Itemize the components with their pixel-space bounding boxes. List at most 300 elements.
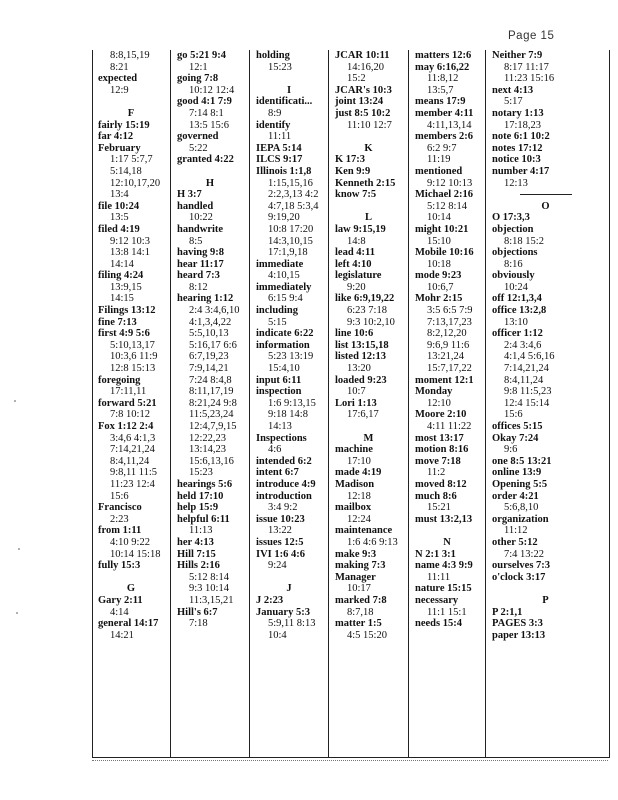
index-entry-continuation: 10:12 12:4 [189,84,235,96]
index-entry-continuation: 1:17 5:7,7 [110,154,153,166]
index-entry: January 5:3 [256,606,310,618]
index-entry-continuation: 8:7,18 [347,606,374,618]
index-entry: identificati... [256,96,313,108]
index-entry-continuation: 11:2 [427,467,446,479]
index-entry: hearing 1:12 [177,293,234,305]
index-entry-continuation: 13:14,23 [189,444,227,456]
index-entry: holding [256,50,290,61]
index-entry: might 10:21 [415,223,469,235]
index-entry-continuation: 8:8,15,19 [110,50,150,61]
index-entry: N 2:1 3:1 [415,548,456,560]
index-entry: Hills 2:16 [177,560,220,572]
index-column [485,50,605,757]
index-entry-continuation: 11:13 [189,525,213,537]
index-entry-continuation: 17:10 [347,455,371,467]
blank-line [335,201,408,213]
blank-line [98,572,170,584]
index-entry: maintenance [335,525,393,537]
index-entry: moment 12:1 [415,374,474,386]
index-entry: moved 8:12 [415,478,467,490]
index-entry-continuation: 5:10,13,17 [110,339,155,351]
index-entry: IEPA 5:14 [256,142,302,154]
index-entry: mentioned [415,165,463,177]
index-entry: legislature [335,270,382,282]
index-entry-continuation: 6:15 9:4 [268,293,303,305]
index-entry: Mohr 2:15 [415,293,463,305]
index-entry-continuation: 15:7,17,22 [427,363,472,375]
section-rule [492,189,605,201]
index-entry: Kenneth 2:15 [335,177,396,189]
index-entry-continuation: 15:6 [504,409,523,421]
index-entry-continuation: 9:19,20 [268,212,300,224]
index-entry: J 2:23 [256,594,284,606]
index-entry: notice 10:3 [492,154,541,166]
index-entry-continuation: 7:13,17,23 [427,316,472,328]
index-entry: list 13:15,18 [335,339,389,351]
index-entry: machine [335,444,373,456]
index-entry: means 17:9 [415,96,466,108]
section-letter: G [126,583,136,595]
index-entry-continuation: 11:5,23,24 [189,409,234,421]
index-entry: including [256,305,299,317]
index-entry-continuation: 14:13 [268,421,292,432]
index-entry-continuation: 7:18 [189,618,208,630]
index-entry: immediate [256,258,304,270]
index-entry-continuation: 7:8 10:12 [110,409,150,421]
index-entry-continuation: 17:18,23 [504,119,542,131]
index-entry-continuation: 11:11 [427,571,451,583]
index-entry: hearings 5:6 [177,478,233,490]
scan-speck [18,548,20,550]
index-entry: note 6:1 10:2 [492,131,550,143]
section-letter: M [363,432,374,444]
index-entry: PAGES 3:3 [492,618,543,630]
index-entry-continuation: 5:16,17 6:6 [189,339,237,351]
index-entry: governed [177,131,219,143]
index-column [249,50,328,757]
blank-line [335,421,408,433]
index-entry-continuation: 17:6,17 [347,409,379,421]
index-entry-continuation: 8:9 [268,107,282,119]
index-entry: may 6:16,22 [415,61,470,73]
index-entry: left 4:10 [335,258,372,270]
index-entry-continuation: 4:7,18 5:3,4 [268,200,319,212]
index-entry-continuation: 9:24 [268,560,287,572]
index-entry-continuation: 13:20 [347,363,371,375]
index-entry: inspection [256,386,302,398]
index-column [408,50,485,757]
index-entry-continuation: 4:6 [268,444,282,456]
index-entry-continuation: 4:10 9:22 [110,536,150,548]
index-entry-continuation: 10:18 [427,258,451,270]
index-entry-continuation: 5:9,11 8:13 [268,618,316,630]
index-entry: K 17:3 [335,154,366,166]
index-entry-continuation: 5:23 13:19 [268,351,314,363]
index-entry-continuation: 9:18 14:8 [268,409,308,421]
index-entry-continuation: 15:6,13,16 [189,455,234,467]
index-entry: move 7:18 [415,455,461,467]
index-entry: Moore 2:10 [415,409,467,421]
index-entry: ILCS 9:17 [256,154,303,166]
index-entry-continuation: 13:5,7 [427,84,454,96]
index-entry-continuation: 5:15 [268,316,287,328]
index-entry-continuation: 15:4,10 [268,363,300,375]
index-entry: O 17:3,3 [492,212,530,224]
index-entry: Madison [335,478,375,490]
index-entry: from 1:11 [98,525,142,537]
index-entry-continuation: 8:5 [189,235,203,247]
index-entry: handled [177,200,214,212]
section-letter: H [205,177,215,189]
index-entry: go 5:21 9:4 [177,50,226,61]
index-entry: organization [492,513,549,525]
index-entry: input 6:11 [256,374,302,386]
index-entry: offices 5:15 [492,421,543,432]
section-letter: F [127,107,135,119]
index-entry: nature 15:15 [415,583,472,595]
index-entry-continuation: 8:16 [504,258,523,270]
index-entry-continuation: 7:24 8:4,8 [189,374,232,386]
index-entry: know 7:5 [335,189,377,201]
blank-line [335,131,408,143]
index-entry-continuation: 11:19 [427,154,451,166]
index-entry-continuation: 17:11,11 [110,386,147,398]
index-entry-continuation: 8:17 11:17 [504,61,549,73]
index-entry-continuation: 14:8 [347,235,366,247]
section-letter: N [443,536,451,548]
index-entry: JCAR's 10:3 [335,84,392,96]
index-entry: immediately [256,281,312,293]
index-entry: needs 15:4 [415,618,462,630]
index-entry-continuation: 2:23 [110,513,129,525]
index-entry-continuation: 10:14 15:18 [110,548,161,560]
index-entry-continuation: 13:22 [268,525,292,537]
index-entry: office 13:2,8 [492,305,547,317]
section-letter: I [286,84,292,96]
index-entry-continuation: 5:6,8,10 [504,502,539,514]
index-entry-continuation: 9:8,11 11:5 [110,467,158,479]
index-entry-continuation: 14:15 [110,293,134,305]
index-entry-continuation: 14:3,10,15 [268,235,313,247]
index-entry-continuation: 10:3,6 11:9 [110,351,158,363]
index-entry: motion 8:16 [415,444,469,456]
index-entry: Illinois 1:1,8 [256,165,312,177]
index-entry: one 8:5 13:21 [492,455,552,467]
index-entry-continuation: 4:1,4 5:6,16 [504,351,555,363]
index-entry-continuation: 7:4 13:22 [504,548,544,560]
index-entry-continuation: 1:6 4:6 9:13 [347,536,398,548]
index-entry-continuation: 13:8 14:1 [110,247,150,259]
index-entry: hear 11:17 [177,258,224,270]
index-entry: February [98,142,141,154]
index-entry-continuation: 5:22 [189,142,208,154]
index-entry-continuation: 2:2,3,13 4:2 [268,189,319,201]
index-entry-continuation: 10:22 [189,212,213,224]
index-entry-continuation: 10:8 17:20 [268,223,314,235]
index-entry-continuation: 4:10,15 [268,270,300,282]
index-entry: next 4:13 [492,84,534,96]
index-entry-continuation: 15:23 [268,61,292,73]
index-entry: IVI 1:6 4:6 [256,548,305,560]
index-entry-continuation: 8:4,11,24 [504,374,544,386]
index-entry-continuation: 8:2,12,20 [427,328,467,340]
index-entry: general 14:17 [98,618,159,630]
section-letter: J [286,583,292,595]
index-entry-continuation: 13:4 [110,189,129,201]
index-entry: online 13:9 [492,467,542,479]
section-letter: O [541,200,550,212]
index-entry: make 9:3 [335,548,377,560]
index-entry: fairly 15:19 [98,119,150,131]
index-entry: introduction [256,490,312,502]
rule-line [520,194,572,195]
index-entry-continuation: 3:4,6 4:1,3 [110,432,156,444]
index-entry: paper 13:13 [492,629,546,641]
index-entry-continuation: 14:14 [110,258,134,270]
index-entry: Opening 5:5 [492,478,548,490]
index-entry: necessary [415,594,459,606]
index-entry: intended 6:2 [256,455,312,467]
index-entry: like 6:9,19,22 [335,293,395,305]
index-entry: notes 17:12 [492,142,543,154]
index-entry-continuation: 11:8,12 [427,73,459,85]
index-entry: number 4:17 [492,165,550,177]
index-entry-continuation: 12:1 [189,61,208,73]
index-column [92,50,170,757]
index-entry-continuation: 5:12 8:14 [427,200,467,212]
index-entry-continuation: 12:24 [347,513,371,525]
index-entry-continuation: 13:9,15 [110,281,142,293]
index-entry: handwrite [177,223,224,235]
index-entry: notary 1:13 [492,107,544,119]
section-letter: P [542,594,549,606]
index-entry: Mobile 10:16 [415,247,474,259]
index-entry-continuation: 9:12 10:3 [110,235,150,247]
blank-line [98,96,170,108]
index-entry-continuation: 12:4,7,9,15 [189,421,237,432]
index-entry-continuation: 12:9 [110,84,129,96]
index-entry: fully 15:3 [98,560,141,572]
index-entry: help 15:9 [177,502,219,514]
index-entry: mode 9:23 [415,270,462,282]
index-entry-continuation: 17:1,9,18 [268,247,308,259]
index-entry-continuation: 15:23 [189,467,213,479]
index-entry-continuation: 2:4 3:4,6,10 [189,305,240,317]
index-entry-continuation: 8:12 [189,281,208,293]
scan-speck [14,400,16,402]
index-entry-continuation: 7:14,21,24 [504,363,549,375]
index-entry-continuation: 7:9,14,21 [189,363,229,375]
index-entry: Manager [335,571,376,583]
index-entry-continuation: 13:10 [504,316,528,328]
index-entry-continuation: 10:24 [504,281,528,293]
index-entry: members 2:6 [415,131,474,143]
index-entry: Ken 9:9 [335,165,371,177]
index-entry-continuation: 9:6,9 11:6 [427,339,470,351]
index-entry: objection [492,223,534,235]
index-entry: making 7:3 [335,560,386,572]
blank-line [256,73,328,85]
index-entry-continuation: 11:23 12:4 [110,478,155,490]
index-entry: much 8:6 [415,490,457,502]
index-entry: having 9:8 [177,247,224,259]
index-entry-continuation: 9:8 11:5,23 [504,386,552,398]
index-entry: Fox 1:12 2:4 [98,421,154,432]
index-entry-continuation: 12:18 [347,490,371,502]
index-entry: granted 4:22 [177,154,234,166]
index-entry: Michael 2:16 [415,189,474,201]
index-entry-continuation: 10:17 [347,583,371,595]
index-entry-continuation: 9:12 10:13 [427,177,473,189]
index-entry-continuation: 12:22,23 [189,432,227,444]
section-letter: K [364,142,373,154]
index-entry: intent 6:7 [256,467,299,479]
index-entry-continuation: 12:10,17,20 [110,177,161,189]
index-entry-continuation: 9:6 [504,444,518,456]
index-entry-continuation: 1:6 9:13,15 [268,397,316,409]
index-entry-continuation: 10:6,7 [427,281,454,293]
index-entry-continuation: 13:5 [110,212,129,224]
index-entry-continuation: 7:14,21,24 [110,444,155,456]
index-entry: name 4:3 9:9 [415,560,473,572]
blank-line [492,583,605,595]
index-entry-continuation: 5:14,18 [110,165,142,177]
index-entry: her 4:13 [177,536,214,548]
index-entry-continuation: 3:4 9:2 [268,502,298,514]
index-entry-continuation: 8:21 [110,61,129,73]
index-entry-continuation: 7:14 8:1 [189,107,224,119]
index-entry: obviously [492,270,535,282]
index-entry: most 13:17 [415,432,464,444]
index-entry: fine 7:13 [98,316,137,328]
index-entry: matters 12:6 [415,50,472,61]
index-entry: first 4:9 5:6 [98,328,150,340]
index-entry: Gary 2:11 [98,594,143,606]
index-entry-continuation: 8:11,17,19 [189,386,234,398]
index-entry-continuation: 15:6 [110,490,129,502]
index-entry-continuation: 2:4 3:4,6 [504,339,542,351]
index-entry: P 2:1,1 [492,606,523,618]
index-entry-continuation: 1:15,15,16 [268,177,313,189]
index-entry: expected [98,73,138,85]
index-entry: going 7:8 [177,73,219,85]
index-column [328,50,408,757]
index-entry: issues 12:5 [256,536,304,548]
index-entry-continuation: 3:5 6:5 7:9 [427,305,473,317]
index-entry: just 8:5 10:2 [335,107,391,119]
index-entry-continuation: 6:23 7:18 [347,305,387,317]
index-entry: made 4:19 [335,467,382,479]
index-entry-continuation: 13:5 15:6 [189,119,229,131]
index-entry: mailbox [335,502,372,514]
index-entry-continuation: 5:5,10,13 [189,328,229,340]
index-entry: line 10:6 [335,328,374,340]
index-entry: ourselves 7:3 [492,560,551,572]
index-entry-continuation: 5:12 8:14 [189,571,229,583]
index-entry-continuation: 14:21 [110,629,134,641]
index-entry: filing 4:24 [98,270,144,282]
index-entry-continuation: 15:2 [347,73,366,85]
index-column [170,50,249,757]
index-entry: good 4:1 7:9 [177,96,232,108]
index-entry: matter 1:5 [335,618,382,630]
index-entry-continuation: 12:10 [427,397,451,409]
index-entry: issue 10:23 [256,513,305,525]
index-entry-continuation: 14:16,20 [347,61,385,73]
index-entry: identify [256,119,291,131]
index-entry: filed 4:19 [98,223,140,235]
scan-speck [16,612,18,614]
index-entry-continuation: 10:4 [268,629,287,641]
index-entry: H 3:7 [177,189,202,201]
index-entry-continuation: 6:7,19,23 [189,351,229,363]
index-entry-continuation: 10:14 [427,212,451,224]
blank-line [415,525,485,537]
index-entry: Francisco [98,502,142,514]
index-entry: file 10:24 [98,200,140,212]
index-entry: order 4:21 [492,490,539,502]
index-entry-continuation: 4:5 15:20 [347,629,387,641]
index-entry-continuation: 9:3 10:14 [189,583,229,595]
index-entry: helpful 6:11 [177,513,230,525]
index-entry-continuation: 9:3 10:2,10 [347,316,395,328]
index-entry: Monday [415,386,453,398]
index-entry: Neither 7:9 [492,50,543,61]
index-entry: officer 1:12 [492,328,543,340]
page-number: Page 15 [508,30,555,42]
index-entry: Inspections [256,432,307,444]
index-entry-continuation: 11:3,15,21 [189,594,234,606]
index-entry-continuation: 11:1 15:1 [427,606,467,618]
index-entry-continuation: 4:11 11:22 [427,421,472,432]
index-entry-continuation: 13:21,24 [427,351,465,363]
index-entry: information [256,339,310,351]
index-entry-continuation: 5:17 [504,96,523,108]
index-entry: Okay 7:24 [492,432,539,444]
index-entry-continuation: 11:11 [268,131,292,143]
index-entry: member 4:11 [415,107,474,119]
section-letter: L [364,212,372,224]
index-entry: foregoing [98,374,141,386]
index-entry: heard 7:3 [177,270,220,282]
index-entry-continuation: 4:1,3,4,22 [189,316,232,328]
index-entry: objections [492,247,538,259]
blank-line [256,572,328,584]
index-entry: marked 7:8 [335,594,387,606]
index-entry-continuation: 12:13 [504,177,528,189]
index-entry-continuation: 11:23 15:16 [504,73,555,85]
index-entry: indicate 6:22 [256,328,314,340]
index-entry-continuation: 15:10 [427,235,451,247]
index-entry: held 17:10 [177,490,224,502]
index-entry: loaded 9:23 [335,374,387,386]
index-entry: off 12:1,3,4 [492,293,542,305]
index-entry: other 5:12 [492,536,538,548]
index-entry: must 13:2,13 [415,513,473,525]
index-entry: law 9:15,19 [335,223,386,235]
index-entry-continuation: 12:8 15:13 [110,363,156,375]
index-entry-continuation: 8:4,11,24 [110,455,150,467]
index-entry: Lori 1:13 [335,397,377,409]
index-entry: Filings 13:12 [98,305,156,317]
index-entry-continuation: 9:20 [347,281,366,293]
index-entry-continuation: 8:21,24 9:8 [189,397,237,409]
index-entry: JCAR 10:11 [335,50,390,61]
index-entry-continuation: 6:2 9:7 [427,142,457,154]
index-entry: Hill's 6:7 [177,606,218,618]
index-entry: o'clock 3:17 [492,571,546,583]
index-entry-continuation: 11:10 12:7 [347,119,392,131]
